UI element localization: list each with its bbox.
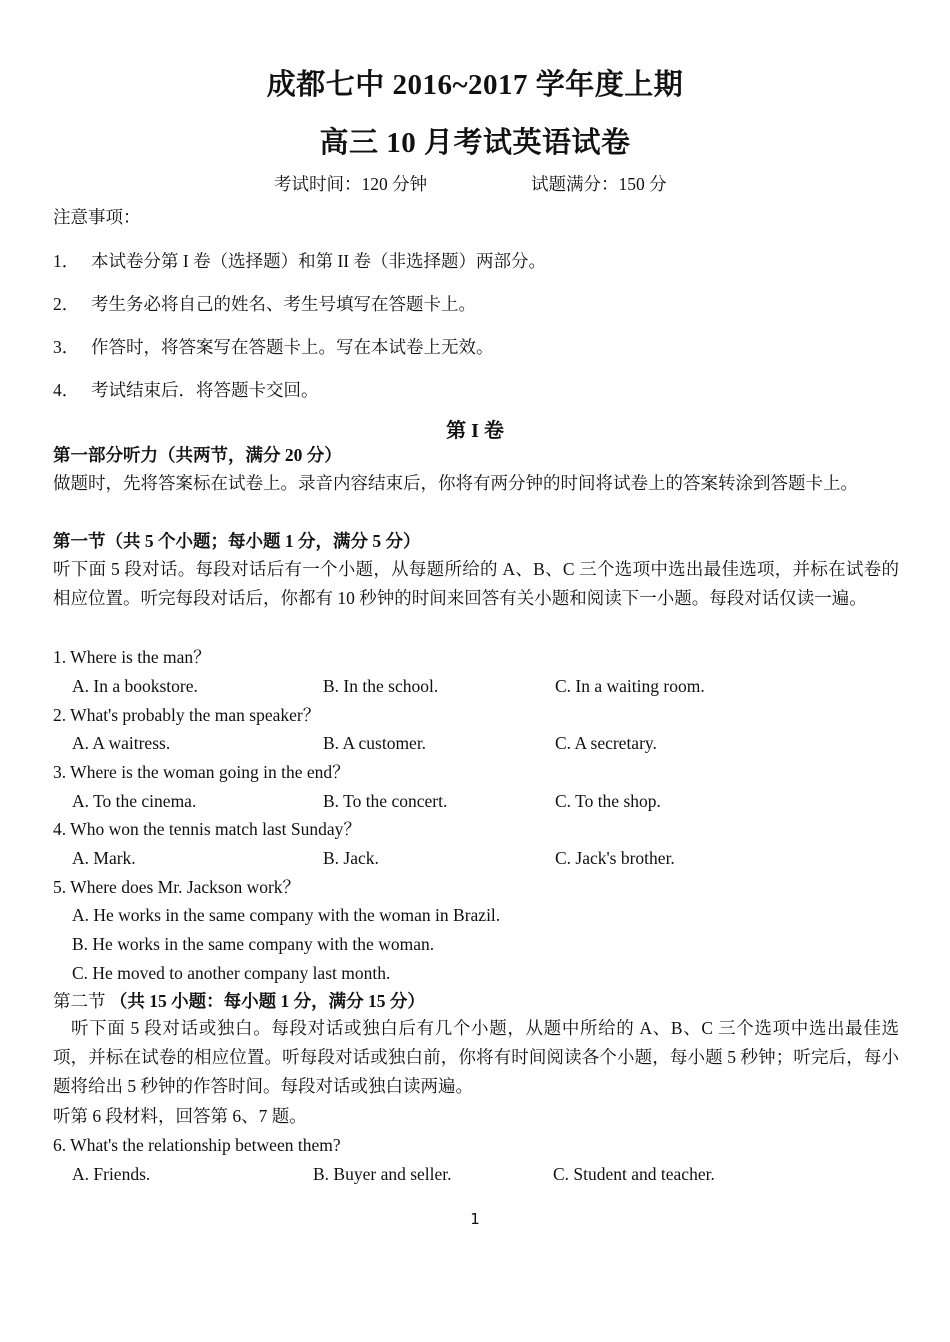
option-a: A. In a bookstore. xyxy=(72,676,198,696)
notice-item-text: 考生务必将自己的姓名、考生号填写在答题卡上。 xyxy=(91,294,476,314)
notice-item-number: 1． xyxy=(53,251,80,271)
notice-item xyxy=(53,293,476,315)
notice-item-text: 作答时，将答案写在答题卡上。写在本试卷上无效。 xyxy=(91,337,494,357)
page-number: 1 xyxy=(470,1210,480,1228)
section2-heading-label: 第二节 xyxy=(53,991,110,1011)
question-4: 4. Who won the tennis match last Sunday？ xyxy=(53,819,361,839)
notice-item xyxy=(53,379,319,401)
question-2: 2. What's probably the man speaker？ xyxy=(53,705,321,725)
question-3: 3. Where is the woman going in the end？ xyxy=(53,762,350,782)
option-b: B. To the concert. xyxy=(323,791,448,811)
notice-item xyxy=(53,336,494,358)
option-a: A. A waitress. xyxy=(72,733,171,753)
exam-time: 考试时间：120 分钟 xyxy=(274,174,428,194)
section1-instruction: 听下面 5 段对话。每段对话后有一个小题，从每题所给的 A、B、C 三个选项中选出最佳选项，并标在试卷的相应位置。听完每段对话后，你都有 10 秒钟的时间来回答有关小题和阅读下一小题。每段对话仅读一遍。 xyxy=(53,559,899,608)
option-b: B. Jack. xyxy=(323,848,379,868)
option-c: C. A secretary. xyxy=(555,733,657,753)
material-note: 听第 6 段材料，回答第 6、7 题。 xyxy=(53,1106,307,1126)
option-c: C. Jack's brother. xyxy=(555,848,675,868)
notice-item-number: 4． xyxy=(53,380,80,400)
section1-heading: 第一节（共 5 个小题；每小题 1 分，满分 5 分） xyxy=(53,531,421,551)
full-score: 试题满分：150 分 xyxy=(531,174,667,194)
option-a: A. To the cinema. xyxy=(72,791,197,811)
option-a: A. He works in the same company with the woman in Brazil. xyxy=(72,905,501,925)
notice-heading: 注意事项： xyxy=(53,207,141,227)
notice-item xyxy=(53,250,546,272)
option-b: B. Buyer and seller. xyxy=(313,1164,452,1184)
question-5: 5. Where does Mr. Jackson work？ xyxy=(53,877,301,897)
option-b: B. He works in the same company with the woman. xyxy=(72,934,435,954)
option-c: C. Student and teacher. xyxy=(553,1164,715,1184)
section2-heading-detail: （共 15 小题：每小题 1 分，满分 15 分） xyxy=(109,991,425,1011)
option-a: A. Mark. xyxy=(72,848,136,868)
option-c: C. In a waiting room. xyxy=(555,676,705,696)
part1-instruction: 做题时，先将答案标在试卷上。录音内容结束后，你将有两分钟的时间将试卷上的答案转涂到答题卡上。 xyxy=(53,473,858,493)
option-b: B. In the school. xyxy=(323,676,439,696)
option-a: A. Friends. xyxy=(72,1164,151,1184)
option-c: C. To the shop. xyxy=(555,791,661,811)
question-6: 6. What's the relationship between them? xyxy=(53,1135,341,1155)
notice-item-text: 考试结束后．将答题卡交回。 xyxy=(91,380,319,400)
exam-title-school: 成都七中 2016~2017 学年度上期 xyxy=(266,69,684,101)
part1-heading: 第一部分听力（共两节，满分 20 分） xyxy=(53,445,342,465)
section2-instruction: 听下面 5 段对话或独白。每段对话或独白后有几个小题，从题中所给的 A、B、C 三个选项中选出最佳选项，并标在试卷的相应位置。听每段对话或独白前，你将有时间阅读各个小题，每小题 5 秒钟；听完后，每小题将给出 5 秒钟的作答时间。每段对话或独白读两遍。 xyxy=(53,1018,899,1096)
notice-item-text: 本试卷分第 I 卷（选择题）和第 II 卷（非选择题）两部分。 xyxy=(91,251,546,271)
option-b: B. A customer. xyxy=(323,733,427,753)
section2-heading xyxy=(53,990,425,1012)
notice-item-number: 3． xyxy=(53,337,80,357)
option-c: C. He moved to another company last month. xyxy=(72,963,391,983)
exam-title-subject: 高三 10 月考试英语试卷 xyxy=(319,127,631,159)
volume-heading: 第 I 卷 xyxy=(446,420,504,442)
question-1: 1. Where is the man？ xyxy=(53,647,211,667)
notice-item-number: 2． xyxy=(53,294,80,314)
